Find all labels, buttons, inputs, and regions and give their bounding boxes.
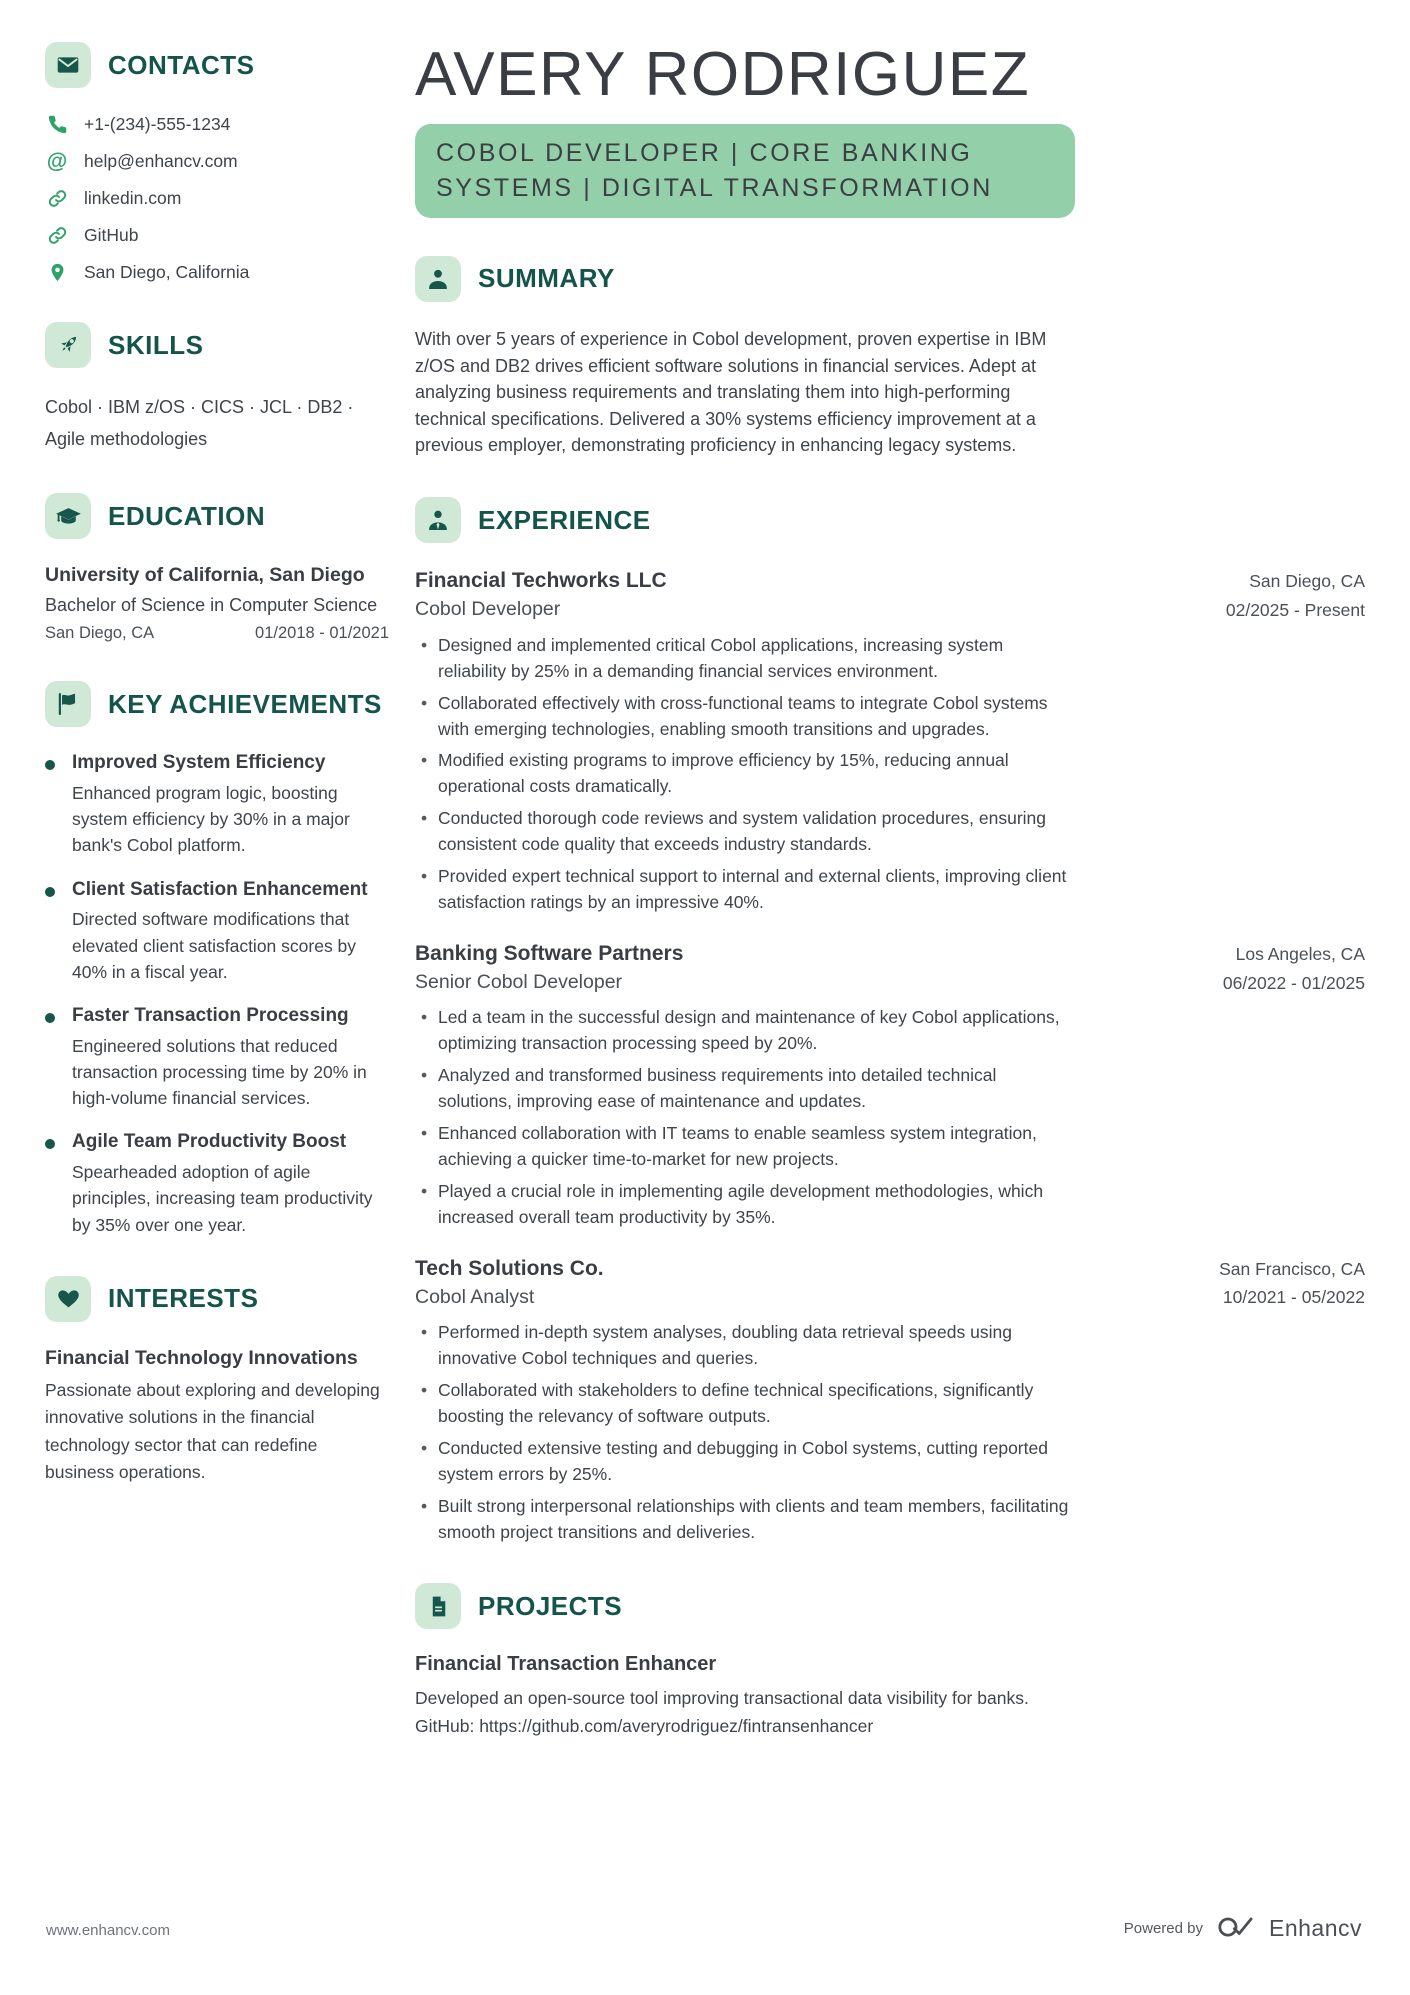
job-location: San Francisco, CA (1219, 1258, 1365, 1279)
link-icon (45, 186, 69, 210)
sidebar (45, 42, 389, 1740)
job-role: Cobol Developer (415, 598, 561, 621)
bullet-dot-icon (45, 1139, 55, 1149)
contact-label: help@enhancv.com (84, 150, 238, 171)
link-icon (45, 223, 69, 247)
contact-item-linkedin[interactable] (45, 186, 389, 210)
projects-title: PROJECTS (478, 1590, 623, 1621)
summary-title: SUMMARY (478, 263, 615, 294)
achievement-title: Client Satisfaction Enhancement (72, 878, 368, 900)
job-location: San Diego, CA (1249, 571, 1365, 592)
job-role: Senior Cobol Developer (415, 971, 623, 994)
achievement-title: Agile Team Productivity Boost (72, 1131, 347, 1153)
envelope-icon (45, 42, 91, 88)
skills-list: Cobol · IBM z/OS · CICS · JCL · DB2 · Agile methodologies (45, 397, 354, 449)
company-name: Financial Techworks LLC (415, 569, 667, 593)
achievements-title: KEY ACHIEVEMENTS (108, 688, 382, 719)
powered-by-label: Powered by (1123, 1920, 1203, 1937)
company-name: Tech Solutions Co. (415, 1256, 604, 1280)
achievement-item (45, 751, 389, 858)
contact-item-phone[interactable] (45, 112, 389, 136)
achievements-section (45, 681, 389, 1238)
businessperson-icon (415, 497, 461, 543)
contact-item-email[interactable] (45, 149, 389, 173)
experience-bullet: • Conducted extensive testing and debugging in Cobol systems, cutting reported system errors by 25%. (415, 1436, 1075, 1488)
interest-title: Financial Technology Innovations (45, 1346, 358, 1369)
contact-item-location (45, 260, 389, 284)
interests-section (45, 1276, 389, 1486)
job-title-badge: COBOL DEVELOPER | CORE BANKING SYSTEMS | DIGITAL TRANSFORMATION (415, 124, 1075, 218)
project-title: Financial Transaction Enhancer (415, 1653, 717, 1676)
experience-bullet: • Built strong interpersonal relationships with clients and team members, facilitating smooth project transitions and deliveries. (415, 1494, 1075, 1546)
bullet-dot-icon (45, 887, 55, 897)
enhancv-logo-icon (1216, 1912, 1256, 1945)
achievement-item (45, 1130, 389, 1237)
company-name: Banking Software Partners (415, 941, 684, 965)
education-dates: 01/2018 - 01/2021 (255, 624, 389, 643)
experience-entry (415, 940, 1365, 1231)
experience-bullet: • Designed and implemented critical Cobol applications, increasing system reliability by 25% in a demanding financial services environment. (415, 633, 1075, 685)
contacts-header (45, 42, 389, 88)
bullet-dot-icon (45, 1013, 55, 1023)
person-name: AVERY RODRIGUEZ (415, 40, 1031, 109)
education-title: EDUCATION (108, 500, 266, 531)
experience-entry (415, 567, 1365, 916)
experience-bullet: • Modified existing programs to improve efficiency by 15%, reducing annual operational costs dramatically. (415, 748, 1075, 800)
interests-header (45, 1276, 389, 1322)
summary-section (415, 256, 1365, 459)
experience-bullets (415, 1320, 1365, 1545)
main-column (415, 42, 1365, 1740)
experience-bullet: • Collaborated with stakeholders to define technical specifications, significantly boosting the relevancy of software outputs. (415, 1378, 1075, 1430)
education-location: San Diego, CA (45, 624, 155, 643)
document-icon (415, 1583, 461, 1629)
contact-list (45, 112, 389, 284)
experience-section (415, 497, 1365, 1545)
interests-title: INTERESTS (108, 1283, 259, 1314)
summary-text: With over 5 years of experience in Cobol development, proven expertise in IBM z/OS and DB2 drives efficient software solutions in financial services. Adept at analyzing business requirements and translating them into high-performing technical specifications. Delivered a 30% systems efficiency improvement at a previous employer, demonstrating proficiency in enhancing legacy systems. (415, 328, 1047, 456)
job-dates: 06/2022 - 01/2025 (1222, 972, 1365, 993)
skills-header (45, 322, 389, 368)
skills-section (45, 322, 389, 455)
contact-label: +1-(234)-555-1234 (84, 113, 231, 134)
job-role: Cobol Analyst (415, 1285, 535, 1308)
interest-description: Passionate about exploring and developing innovative solutions in the financial technology sector that can redefine business operations. (45, 1380, 380, 1482)
education-section (45, 493, 389, 643)
experience-bullet: • Performed in-depth system analyses, doubling data retrieval speeds using innovative Cobol techniques and queries. (415, 1320, 1075, 1372)
footer-site-link[interactable]: www.enhancv.com (46, 1922, 170, 1939)
experience-entry-header (415, 567, 1365, 625)
achievement-title: Improved System Efficiency (72, 752, 326, 774)
projects-section (415, 1583, 1365, 1740)
contact-label: San Diego, California (84, 261, 250, 282)
achievement-description: Spearheaded adoption of agile principles, increasing team productivity by 35% over one year. (72, 1162, 373, 1235)
bullet-dot-icon (45, 760, 55, 770)
experience-title: EXPERIENCE (478, 504, 651, 535)
skills-title: SKILLS (108, 329, 204, 360)
achievement-description: Engineered solutions that reduced transaction processing time by 20% in high-volume financial services. (72, 1035, 367, 1109)
project-link[interactable]: GitHub: https://github.com/averyrodriguez/fintransenhancer (415, 1716, 874, 1737)
experience-entry (415, 1255, 1365, 1546)
experience-bullet: • Played a crucial role in implementing agile development methodologies, which increased overall team productivity by 35%. (415, 1179, 1075, 1231)
experience-bullet: • Provided expert technical support to internal and external clients, improving client satisfaction ratings by an impressive 40%. (415, 864, 1075, 916)
phone-icon (45, 112, 69, 136)
footer-branding[interactable] (1124, 1912, 1362, 1945)
graduation-cap-icon (45, 493, 91, 539)
experience-bullet: • Enhanced collaboration with IT teams to enable seamless system integration, achieving a quicker time-to-market for new projects. (415, 1121, 1075, 1173)
project-item (415, 1653, 1365, 1740)
job-dates: 02/2025 - Present (1225, 599, 1365, 620)
experience-bullet: • Analyzed and transformed business requirements into detailed technical solutions, improving ease of maintenance and updates. (415, 1063, 1075, 1115)
contact-item-github[interactable] (45, 223, 389, 247)
projects-header (415, 1583, 1365, 1629)
contacts-section (45, 42, 389, 284)
experience-bullets (415, 633, 1365, 916)
achievement-description: Directed software modifications that elevated client satisfaction scores by 40% in a fiscal year. (72, 909, 357, 982)
at-icon: @ (46, 149, 68, 173)
education-meta (45, 624, 389, 643)
contact-label: GitHub (84, 224, 139, 245)
achievement-title: Faster Transaction Processing (72, 1005, 349, 1027)
experience-bullet: • Collaborated effectively with cross-functional teams to integrate Cobol systems with emerging technologies, enabling smooth transitions and upgrades. (415, 691, 1075, 743)
achievement-item (45, 1004, 389, 1111)
person-icon (415, 256, 461, 302)
enhancv-brand-label: Enhancv (1268, 1915, 1362, 1941)
experience-entry-header (415, 1255, 1365, 1313)
education-school: University of California, San Diego (45, 564, 365, 586)
achievements-header (45, 681, 389, 727)
summary-header (415, 256, 1365, 302)
contacts-title: CONTACTS (108, 49, 255, 80)
education-degree: Bachelor of Science in Computer Science (45, 595, 378, 616)
job-dates: 10/2021 - 05/2022 (1222, 1287, 1365, 1308)
contact-label: linkedin.com (84, 187, 182, 208)
achievement-description: Enhanced program logic, boosting system efficiency by 30% in a major bank's Cobol platform. (72, 782, 350, 856)
experience-bullet: • Conducted thorough code reviews and system validation procedures, ensuring consistent code quality that exceeds industry standards. (415, 806, 1075, 858)
project-description: Developed an open-source tool improving transactional data visibility for banks. (415, 1688, 1029, 1709)
achievement-item (45, 878, 389, 985)
heart-icon (45, 1276, 91, 1322)
experience-bullet: • Led a team in the successful design and maintenance of key Cobol applications, optimizing transaction processing speed by 20%. (415, 1005, 1075, 1057)
flag-icon (45, 681, 91, 727)
job-location: Los Angeles, CA (1235, 943, 1365, 964)
education-header (45, 493, 389, 539)
experience-entry-header (415, 940, 1365, 998)
experience-bullets (415, 1005, 1365, 1230)
rocket-icon (45, 322, 91, 368)
pin-icon (45, 260, 69, 284)
experience-header (415, 497, 1365, 543)
